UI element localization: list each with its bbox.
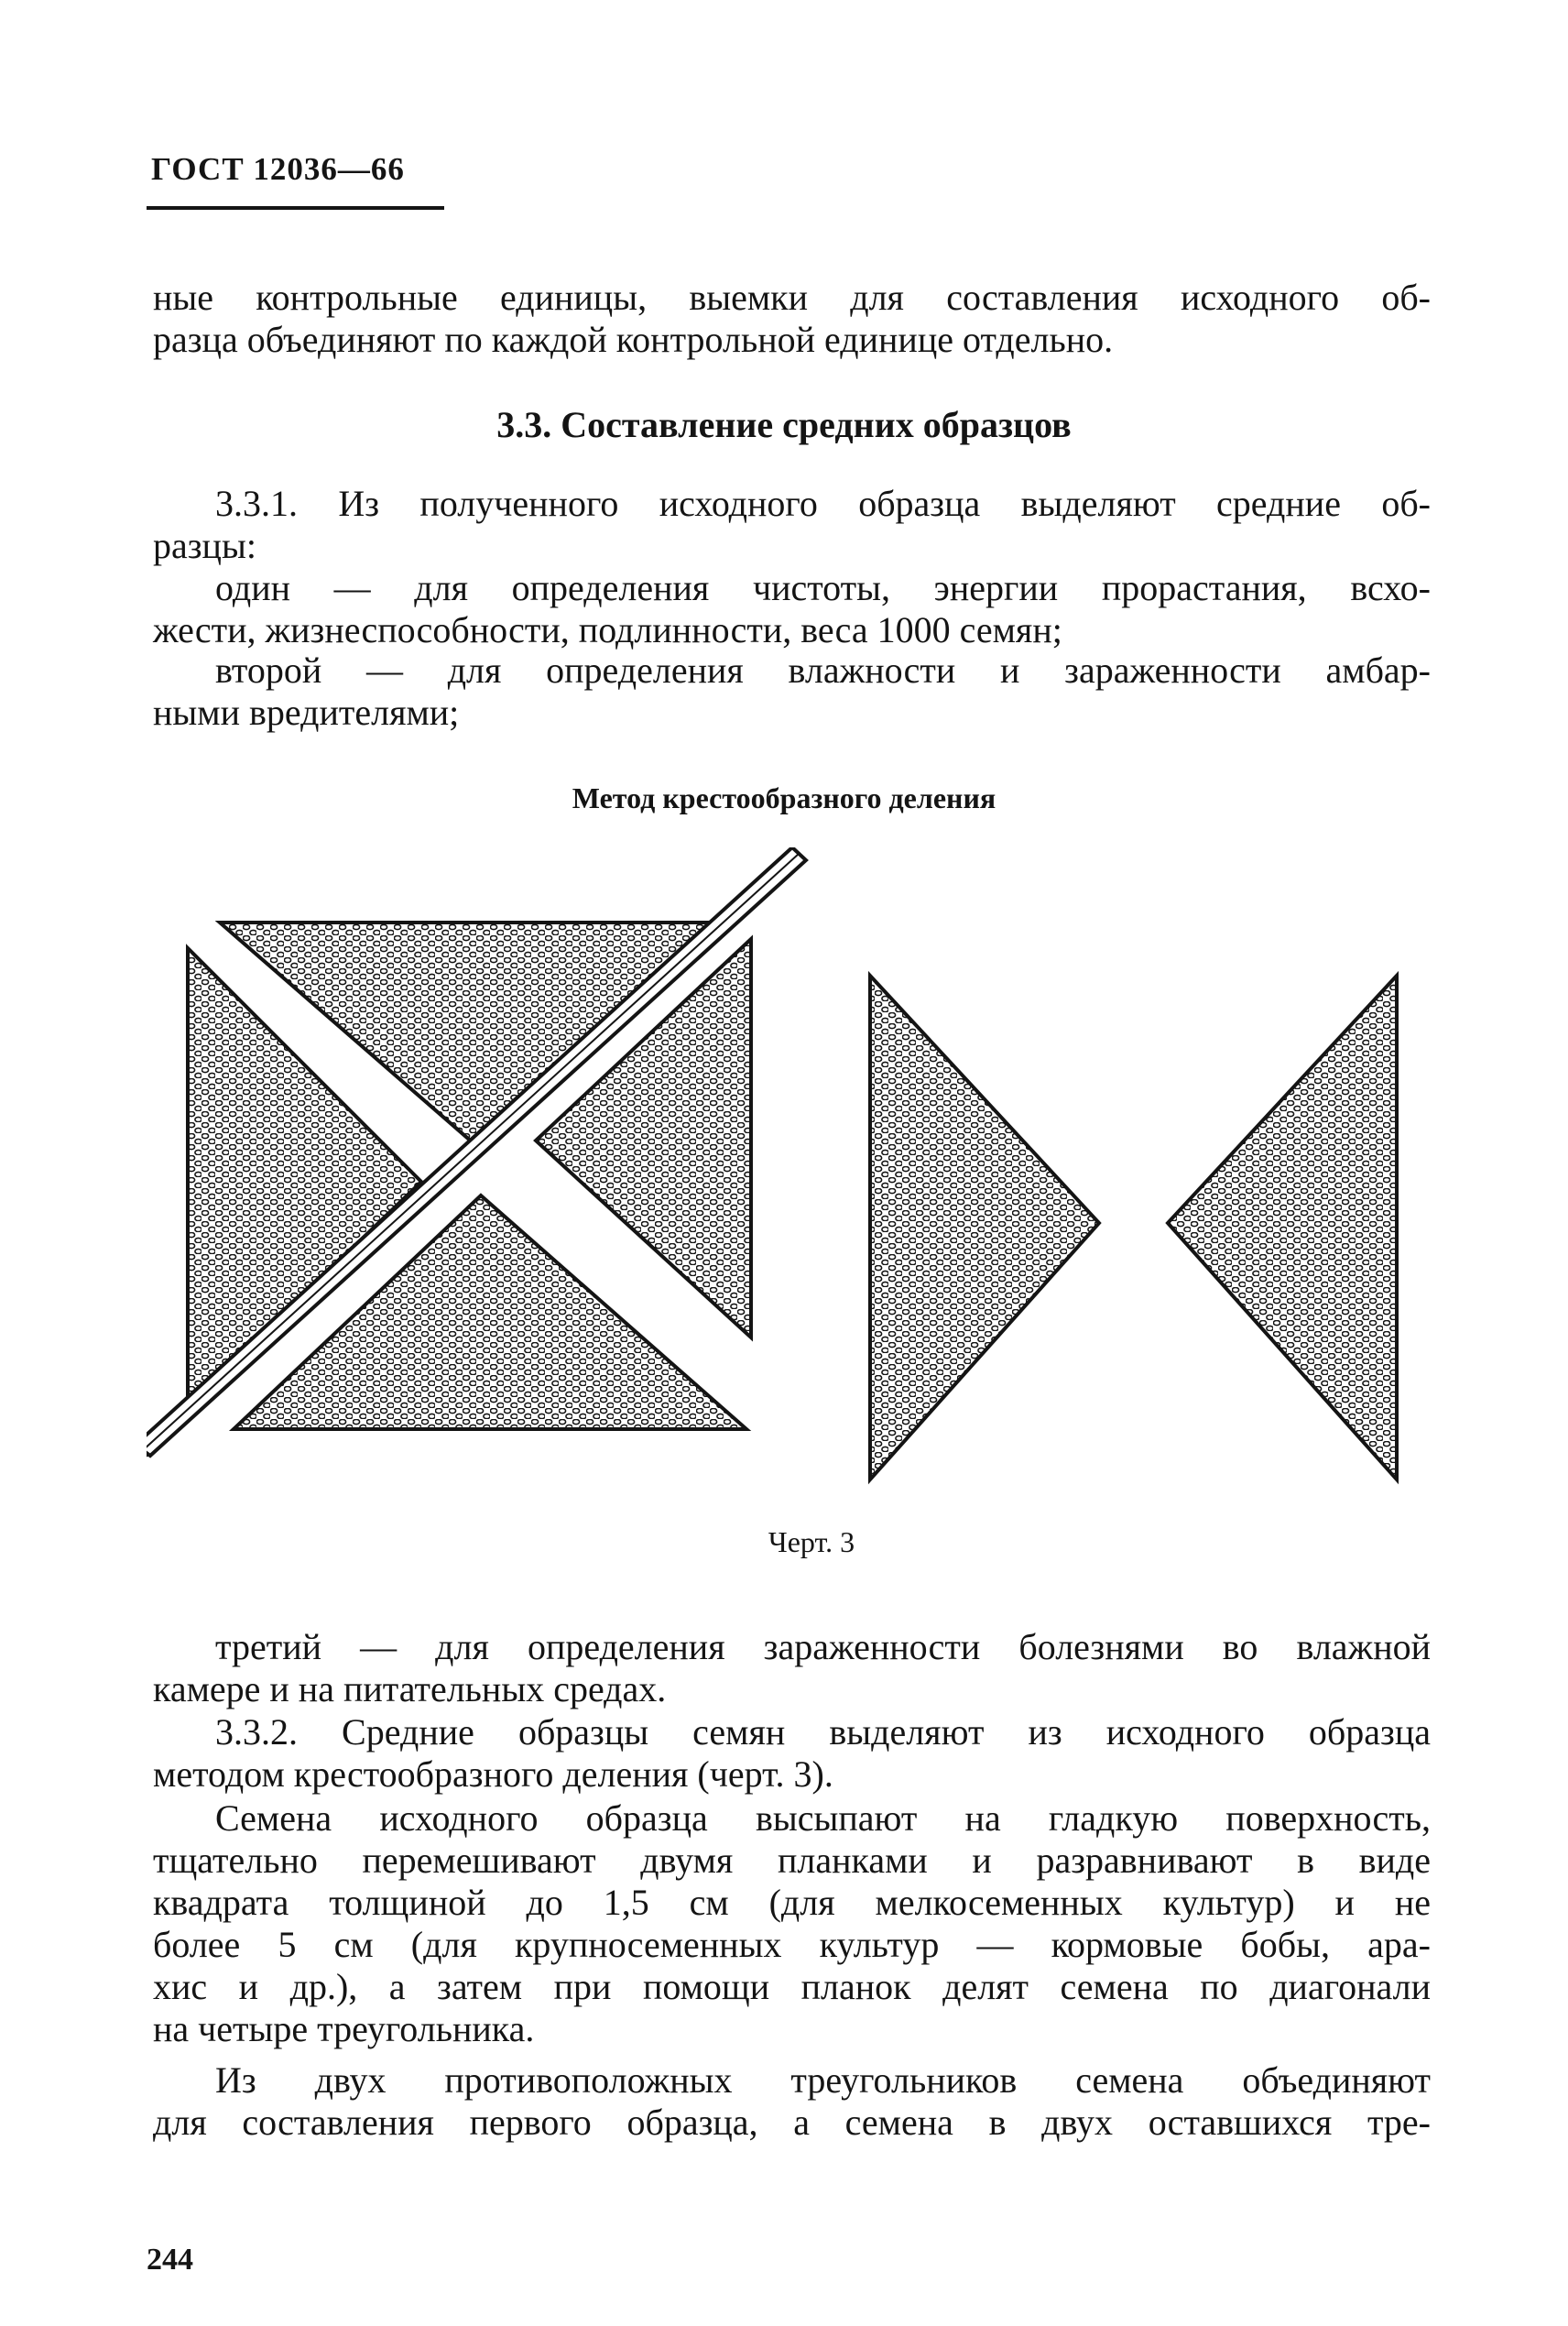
text-line: разцы: [153, 525, 256, 566]
seed-triangle-separated-right [1168, 976, 1397, 1480]
paragraph-intro [153, 277, 1431, 361]
figure-caption: Черт. 3 [768, 1525, 855, 1558]
page-number: 244 [147, 2243, 193, 2277]
list-item-two [153, 650, 1431, 734]
text-line: 3.3.1. Из полученного исходного образца выделяют средние об- [215, 483, 1431, 524]
text-line: ные контрольные единицы, выемки для составления исходного об- [153, 277, 1431, 318]
text-line: методом крестообразного деления (черт. 3). [153, 1753, 833, 1795]
paragraph-3-3-2 [153, 1711, 1431, 1796]
text-line: ными вредителями; [153, 692, 460, 733]
text-line: Из двух противоположных треугольников семена объединяют [215, 2059, 1431, 2101]
text-line: на четыре треугольника. [153, 2008, 535, 2049]
text-line: Семена исходного образца высыпают на гладкую поверхность, [215, 1797, 1431, 1839]
cross-division-figure [147, 847, 1447, 1507]
section-heading: 3.3. Составление средних образцов [496, 404, 1072, 445]
text-line: 3.3.2. Средние образцы семян выделяют из исходного образца [215, 1711, 1431, 1753]
text-line: жести, жизнеспособности, подлинности, веса 1000 семян; [153, 609, 1062, 650]
text-line: более 5 см (для крупносеменных культур — кормовые бобы, ара- [153, 1924, 1431, 1965]
paragraph-3-3-1 [153, 483, 1431, 567]
document-code: ГОСТ 12036—66 [151, 151, 405, 187]
text-line: тщательно перемешивают двумя планками и разравнивают в виде [153, 1840, 1431, 1881]
figure-title: Метод крестообразного деления [572, 781, 996, 814]
paragraph-seeds-procedure [153, 1797, 1431, 2050]
text-line: камере и на питательных средах. [153, 1668, 667, 1709]
text-line: второй — для определения влажности и зараженности амбар- [215, 650, 1431, 691]
text-line: третий — для определения зараженности болезнями во влажной [215, 1626, 1431, 1667]
text-line: хис и др.), а затем при помощи планок делят семена по диагонали [153, 1966, 1431, 2007]
text-line: квадрата толщиной до 1,5 см (для мелкосеменных культур) и не [153, 1882, 1431, 1923]
text-line: разца объединяют по каждой контрольной единице отдельно. [153, 319, 1114, 360]
seed-triangle-separated-left [870, 976, 1099, 1480]
header-rule [147, 206, 444, 210]
text-line: один — для определения чистоты, энергии прорастания, всхо- [215, 567, 1431, 608]
list-item-one [153, 567, 1431, 651]
paragraph-triangles [153, 2059, 1431, 2144]
text-line: для составления первого образца, а семена в двух оставшихся тре- [153, 2102, 1431, 2143]
list-item-three [153, 1626, 1431, 1710]
